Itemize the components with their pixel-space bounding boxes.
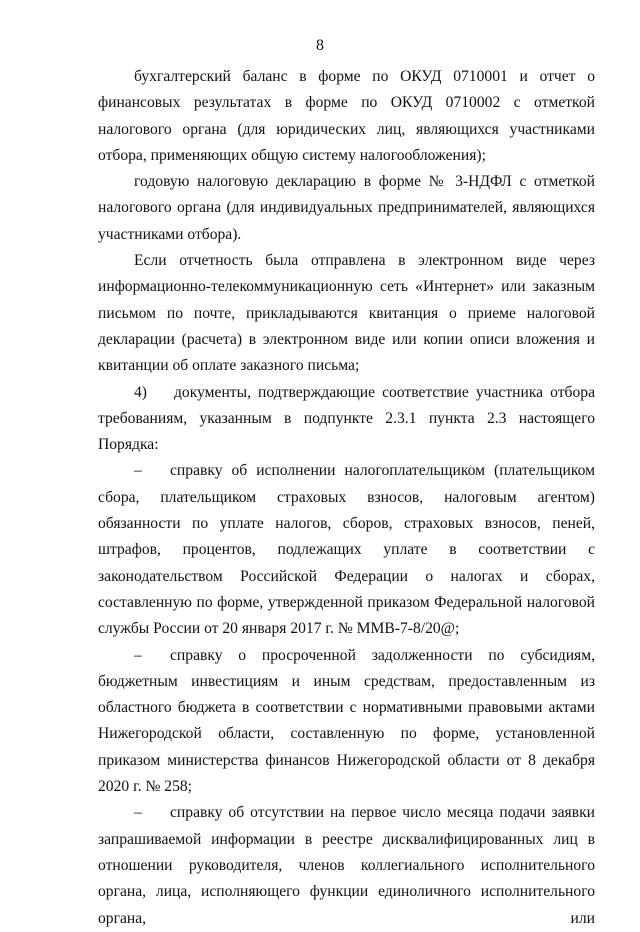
dash-item-text: справку о просроченной задолженности по субсидиям, бюджетным инвестициям и иным средствам, предоставленным из областного бюджета в соответствии с нормативными правовыми актами Нижегородской области, составленную по форме, установленной приказом министерства финансов Нижегородской области от 8 декабря 2020 г. № 258; bbox=[98, 646, 595, 796]
paragraph-electronic-reporting: Если отчетность была отправлена в электронном виде через информационно-телекоммуникационную сеть «Интернет» или заказным письмом по почте, прикладываются квитанция о приеме налоговой декларации (расчета) в электронном виде или копии описи вложения и квитанции об оплате заказного письма; bbox=[98, 252, 595, 375]
dash-item-overdue-debt-certificate bbox=[98, 643, 595, 801]
numbered-item-text: документы, подтверждающие соответствие участника отбора требованиям, указанным в подпункте 2.3.1 пункта 2.3 настоящего Порядка: bbox=[98, 383, 595, 454]
paragraph-tax-declaration: годовую налоговую декларацию в форме № 3-НДФЛ с отметкой налогового органа (для индивидуальных предпринимателей, являющихся участниками отбора). bbox=[98, 173, 595, 243]
dash-item-text: справку об исполнении налогоплательщиком (плательщиком сбора, плательщиком страховых взносов, налоговым агентом) обязанности по уплате налогов, сборов, страховых взносов, пеней, штрафов, процентов, подлежащих уплате в соответствии с законодательством Российской Федерации о налогах и сборах, составленную по форме, утвержденной приказом Федеральной налоговой службы России от 20 января 2017 г. № ММВ-7-8/20@; bbox=[98, 462, 595, 638]
dash-item-text: справку об отсутствии на первое число месяца подачи заявки запрашиваемой информации в реестре дисквалифицированных лиц в отношении руководителя, членов коллегиального исполнительного органа, лица, исполняющего функции единоличного исполнительного органа, или bbox=[98, 804, 595, 927]
paragraph-balance-sheet: бухгалтерский баланс в форме по ОКУД 0710001 и отчет о финансовых результатах в форме по ОКУД 0710002 с отметкой налогового органа (для юридических лиц, являющихся участниками отбора, применяющих общую систему налогообложения); bbox=[98, 68, 595, 164]
list-marker-dash: – bbox=[134, 646, 142, 664]
numbered-item-4 bbox=[98, 380, 595, 459]
dash-item-tax-certificate bbox=[98, 458, 595, 642]
document-body bbox=[98, 64, 595, 932]
list-marker-dash: – bbox=[134, 804, 142, 822]
list-marker-number: 4) bbox=[134, 383, 147, 401]
list-marker-dash: – bbox=[134, 462, 142, 480]
page-number: 8 bbox=[316, 37, 324, 54]
dash-item-disqualified-registry-certificate bbox=[98, 800, 595, 931]
